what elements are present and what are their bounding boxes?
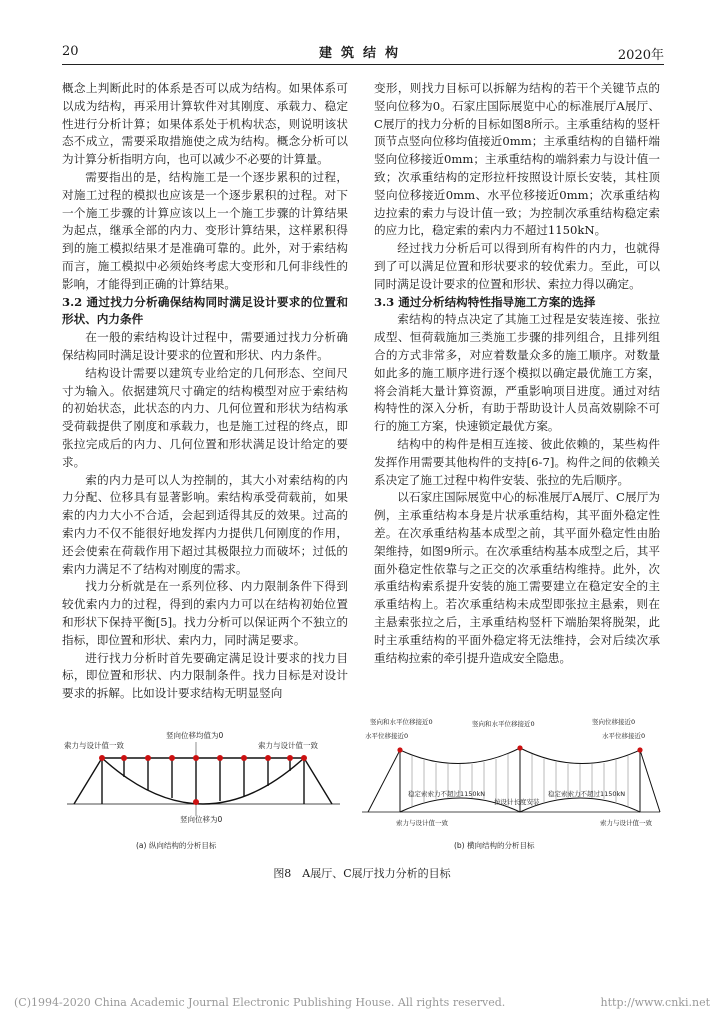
- node: [517, 745, 522, 750]
- page-header: [62, 40, 664, 65]
- paragraph: 以石家庄国际展览中心的标准展厅A展厅、C展厅为例，主承重结构本身是片状承重结构，其平面外稳定性差。在次承重结构基本成型之前，其平面外稳定性由胎架维持，如图9所示。在次承重结构基本成型之后，其平面外稳定性依靠与之正交的次承重结构维持。此外，次承重结构索系提升安装的施工需要建立在稳定安全的主承重结构上。若次承重结构未成型即张拉主悬索，则在主悬索张拉之后，主承重结构竖杆下端胎架将脱架，此时主承重结构的平面外稳定将无法维持，会对后续次承重结构拉索的牵引提升造成安全隐患。: [374, 490, 660, 665]
- node: [145, 755, 151, 761]
- label-b-t1: 竖向和水平位移接近0: [370, 718, 433, 726]
- figure-caption: 图8 A展厅、C展厅找力分析的目标: [273, 867, 451, 880]
- journal-year: 2020年: [617, 48, 664, 63]
- copyright-notice: (C)1994-2020 China Academic Journal Electronic Publishing House. All rights reserved.: [14, 996, 506, 1009]
- main-suspension-cable: [102, 758, 304, 804]
- label-a-right: 索力与设计值一致: [258, 741, 318, 750]
- node: [193, 755, 199, 761]
- paragraph: 找力分析就是在一系列位移、内力限制条件下得到较优索内力的过程，得到的索内力可以在结构初始位置和形状下保持平衡[5]。找力分析可以保证两个不独立的指标，即位置和形状、索内力，同时满足要求。: [62, 579, 348, 647]
- node: [217, 755, 223, 761]
- label-b-f4: 索力与设计值一致: [600, 819, 652, 827]
- paragraph: 索的内力是可以人为控制的，其大小对索结构的内力分配、位移具有显著影响。索结构承受荷载前，如果索的内力大小不合适，会起到适得其反的效果。过高的索内力不仅不能很好地发挥内力提供几何刚度的作用，还会使索在荷载作用下超过其极限拉力而破坏；过低的索内力满足不了结构对刚度的需求。: [62, 472, 348, 576]
- figure-8: [62, 700, 662, 950]
- figure-8a-subcaption: (a) 纵向结构的分析目标: [136, 841, 217, 850]
- paragraph: 需要指出的是，结构施工是一个逐步累积的过程，对施工过程的模拟也应该是一个逐步累积的过程。对下一个施工步骤的计算应该以上一个施工步骤的计算结果为起点，继承全部的内力、变形计算结果，这样累积得到的施工模拟结果才是准确可靠的。此外，对于索结构而言，施工模拟中必须始终考虑大变形和几何非线性的影响，才能得到正确的计算结果。: [62, 169, 348, 291]
- figure-8a: [67, 758, 340, 804]
- paragraph: 进行找力分析时首先要确定满足设计要求的找力目标，即位置和形状、内力限制条件。找力目标是对设计要求的拆解。比如设计要求结构无明显竖向: [62, 650, 348, 701]
- journal-title: 建筑结构: [318, 46, 407, 61]
- label-b-f2: 稳定索索力不超过1150kN: [548, 790, 626, 798]
- right-back-stay: [304, 758, 332, 804]
- figure-8b-subcaption: (b) 横向结构的分析目标: [454, 841, 535, 850]
- edge-stay-right: [640, 750, 660, 812]
- left-upper-cable: [400, 748, 520, 764]
- paragraph: 概念上判断此时的体系是否可以成为结构。如果体系可以成为结构，再采用计算软件对其刚度、承载力、稳定性进行分析计算；如果体系处于机构状态，则说明该状态不成立，需要采取措施使之成为结构。概念分析可以为计算分析指明方向，也可以减少不必要的计算量。: [62, 81, 348, 167]
- node: [397, 747, 402, 752]
- label-b-f1: 稳定索索力不超过1150kN: [408, 790, 486, 798]
- node: [169, 755, 175, 761]
- node: [637, 747, 642, 752]
- label-b-t2: 竖向和水平位移接近0: [472, 720, 535, 728]
- paragraph: 结构设计需要以建筑专业给定的几何形态、空间尺寸为输入。依据建筑尺寸确定的结构模型对应于索结构的初始状态，此状态的内力、几何位置和形状为结构承受荷载提供了刚度和承载力，也是施工过程的终点，即张拉完成后的内力、几何位置和形状满足设计给定的要求。: [62, 365, 348, 469]
- node: [241, 755, 247, 761]
- node: [301, 755, 307, 761]
- page-number: 20: [62, 44, 79, 59]
- right-upper-cable: [520, 748, 640, 764]
- node: [287, 755, 293, 761]
- label-a-left: 索力与设计值一致: [64, 741, 124, 750]
- figure-8-drawing: [62, 700, 662, 950]
- paragraph: 经过找力分析后可以得到所有构件的内力，也就得到了可以满足位置和形状要求的较优索力。至此，可以同时满足设计要求的位置和形状、索拉力得以确定。: [374, 241, 660, 291]
- node: [99, 755, 105, 761]
- section-heading: 3.3 通过分析结构特性指导施工方案的选择: [374, 294, 596, 309]
- paragraph: 索结构的特点决定了其施工过程是安装连接、张拉成型、恒荷载施加三类施工步骤的排列组合，且排列组合的方式非常多，对应着数量众多的施工顺序。对数量如此多的施工顺序进行逐个模拟以确定最优施工方案，将会消耗大量计算资源，严重影响项目进度。通过对结构特性的深入分析，有助于帮助设计人员高效剔除不可行的施工方案，快速锁定最优方案。: [374, 312, 660, 434]
- node: [121, 755, 127, 761]
- label-b-h1: 水平位移接近0: [365, 732, 409, 740]
- label-a-top: 竖向位移均值为0: [166, 731, 224, 740]
- node: [193, 799, 199, 805]
- node: [265, 755, 271, 761]
- label-b-t3: 竖向位移接近0: [592, 718, 636, 726]
- site-link: http://www.cnki.net: [600, 996, 710, 1009]
- section-heading: 3.2 通过找力分析确保结构同时满足设计要求的位置和形状、内力条件: [62, 294, 348, 327]
- label-b-f3: 索力与设计值一致: [396, 819, 448, 827]
- paragraph: 结构中的构件是相互连接、彼此依赖的，某些构件发挥作用需要其他构件的支持[6-7]。构件之间的依赖关系决定了施工过程中构件安装、张拉的先后顺序。: [374, 436, 660, 487]
- label-b-len: 按设计长度安装: [494, 798, 540, 806]
- right-column: [374, 80, 660, 667]
- label-a-bottom: 竖向位移为0: [180, 815, 223, 824]
- edge-stay-left: [368, 750, 400, 812]
- left-back-stay: [74, 758, 102, 804]
- label-b-h2: 水平位移接近0: [602, 732, 646, 740]
- left-column: [62, 80, 348, 703]
- paragraph: 在一般的索结构设计过程中，需要通过找力分析确保结构同时满足设计要求的位置和形状、内力条件。: [62, 330, 348, 362]
- paragraph: 变形，则找力目标可以拆解为结构的若干个关键节点的竖向位移为0。石家庄国际展览中心的标准展厅A展厅、C展厅的找力分析的目标如图8所示。主承重结构的竖杆顶节点竖向位移均值接近0mm；主承重结构的自锚杆端竖向位移接近0mm；主承重结构的端斜索力与设计值一致；次承重结构的定形拉杆按照设计原长安装，其柱顶竖向位移接近0mm、水平位移接近0mm；次承重结构边拉索的索力与设计值一致；为控制次承重结构稳定索的应力比，稳定索的索内力不超过1150kN。: [374, 81, 660, 238]
